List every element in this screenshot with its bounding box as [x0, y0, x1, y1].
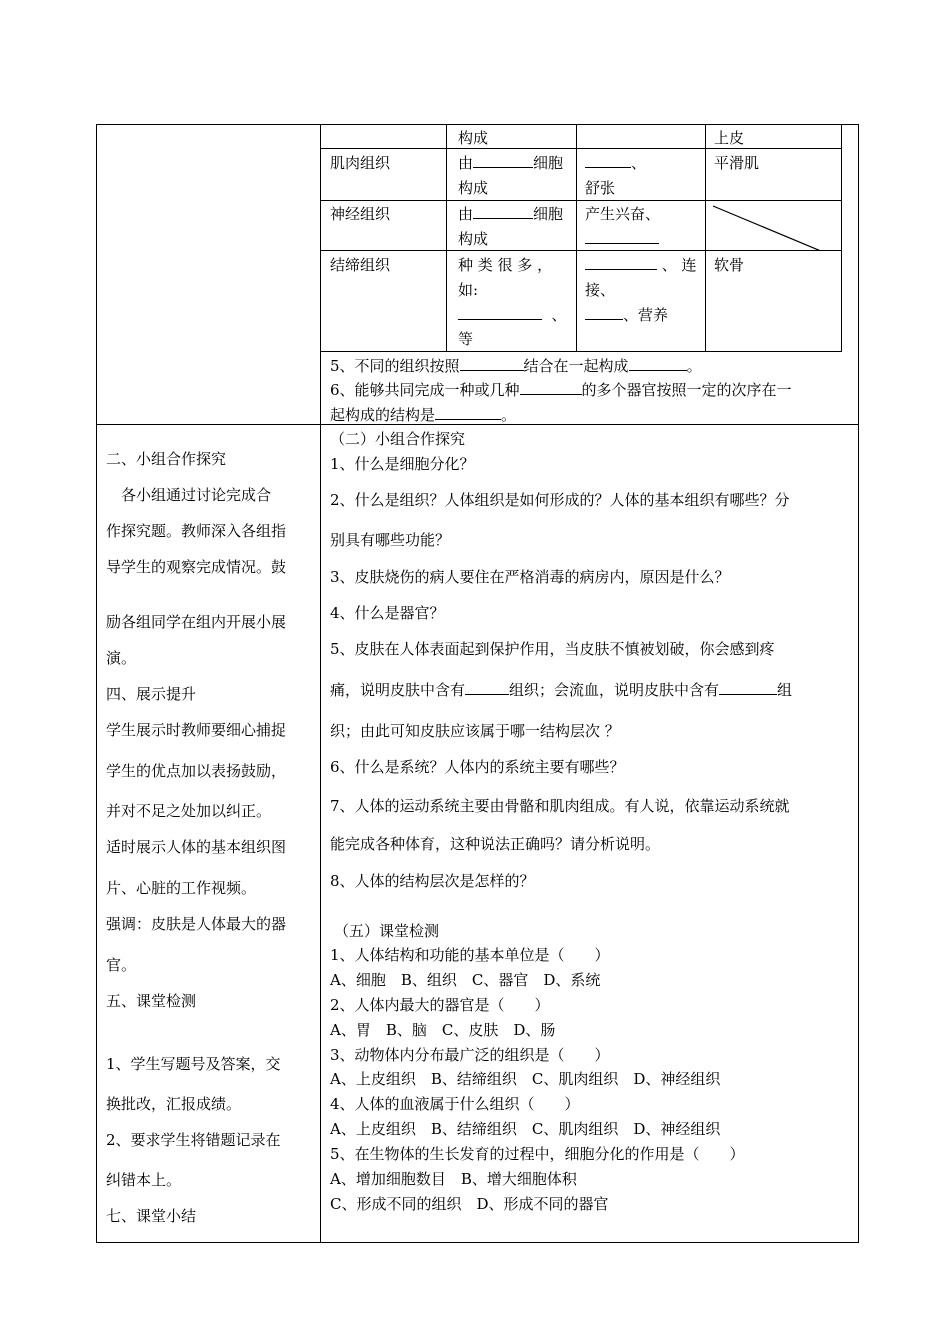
explore-question: 4、什么是器官？ — [330, 604, 445, 622]
left-text: 官。 — [106, 956, 137, 974]
connective-structure-d: 等 — [458, 330, 474, 348]
explore-question: 能完成各种体育，这种说法正确吗？请分析说明。 — [330, 835, 661, 853]
left-text: 演。 — [106, 649, 137, 667]
left-text: 学生的优点加以表扬鼓励， — [106, 762, 287, 780]
explore-question: 7、人体的运动系统主要由骨骼和肌肉组成。有人说，依靠运动系统就 — [330, 797, 790, 815]
left-text: 纠错本上。 — [106, 1171, 182, 1189]
muscle-function-end: 舒张 — [585, 179, 616, 197]
quiz-question: 2、人体内最大的器官是（ ） — [330, 996, 550, 1014]
quiz-question: 4、人体的血液属于什么组织（ ） — [330, 1095, 580, 1113]
explore-question: 3、皮肤烧伤的病人要住在严格消毒的病房内，原因是什么？ — [330, 568, 730, 586]
muscle-example: 平滑肌 — [714, 154, 760, 172]
quiz-options: A、上皮组织 B、结缔组织 C、肌肉组织 D、神经组织 — [330, 1120, 721, 1138]
muscle-function-blank[interactable] — [585, 153, 631, 168]
quiz-heading: （五）课堂检测 — [334, 922, 440, 940]
connective-example: 软骨 — [714, 256, 745, 274]
explore-question: 织；由此可知皮肤应该属于哪一结构层次 ？ — [330, 722, 620, 740]
nerve-structure-end: 构成 — [458, 230, 489, 248]
quiz-options: A、细胞 B、组织 C、器官 D、系统 — [330, 971, 601, 989]
muscle-tissue-name: 肌肉组织 — [330, 154, 391, 172]
explore-question: 8、人体的结构层次是怎样的？ — [330, 872, 535, 890]
fill-6-blank-1[interactable] — [520, 380, 582, 395]
left-text: 片、心脏的工作视频。 — [106, 879, 257, 897]
connective-structure-line: 、 — [458, 305, 567, 325]
left-text: 作探究题。教师深入各组指 — [106, 522, 287, 540]
explore-question: 2、什么是组织？人体组织是如何形成的？人体的基本组织有哪些？分 — [330, 491, 790, 509]
connective-function-line: 、 连 — [585, 255, 697, 275]
connective-function-blank2[interactable] — [585, 305, 623, 320]
explore-question: 6、什么是系统？人体内的系统主要有哪些？ — [330, 758, 625, 776]
fill-item-6: 6、能够共同完成一种或几种 的多个器官按照一定的次序在一 — [330, 381, 792, 399]
explore-question: 5、皮肤在人体表面起到保护作用，当皮肤不慎被划破，你会感到疼 — [330, 640, 775, 658]
explore-question: 1、什么是细胞分化？ — [330, 455, 475, 473]
left-heading-check: 五、课堂检测 — [106, 992, 197, 1010]
left-text: 适时展示人体的基本组织图 — [106, 838, 287, 856]
connective-function-line2: 、营养 — [585, 305, 668, 325]
fill-5-blank-2[interactable] — [629, 356, 687, 371]
muscle-structure-end: 构成 — [458, 179, 489, 197]
fill-item-6-cont: 起构成的结构是 。 — [330, 406, 517, 424]
quiz-options: A、上皮组织 B、结缔组织 C、肌肉组织 D、神经组织 — [330, 1070, 721, 1088]
row0-example: 上皮 — [714, 129, 745, 147]
connective-function-b: 接、 — [585, 281, 616, 299]
left-text: 各小组通过讨论完成合 — [106, 486, 272, 504]
left-text: 换批改，汇报成绩。 — [106, 1095, 242, 1113]
quiz-options: A、胃 B、脑 C、皮肤 D、肠 — [330, 1021, 556, 1039]
fill-6-blank-2[interactable] — [435, 405, 501, 420]
left-text: 并对不足之处加以纠正。 — [106, 802, 272, 820]
row0-structure: 构成 — [458, 129, 489, 147]
explore-question: 别具有哪些功能？ — [330, 531, 451, 549]
quiz-options: C、形成不同的组织 D、形成不同的器官 — [330, 1195, 609, 1213]
left-text: 学生展示时教师要细心捕捉 — [106, 721, 287, 739]
left-text: 强调：皮肤是人体最大的器 — [106, 915, 287, 933]
left-heading-show: 四、展示提升 — [106, 685, 197, 703]
connective-structure-a: 种 类 很 多 ， — [458, 256, 553, 274]
connective-structure-b: 如: — [458, 281, 479, 299]
quiz-question: 3、动物体内分布最广泛的组织是（ ） — [330, 1046, 610, 1064]
nerve-cell-blank[interactable] — [473, 204, 533, 219]
left-text: 励各组同学在组内开展小展 — [106, 613, 287, 631]
left-heading-summary: 七、课堂小结 — [106, 1207, 197, 1225]
nerve-structure-line: 由 细胞 — [458, 205, 564, 223]
left-text: 导学生的观察完成情况。鼓 — [106, 558, 287, 576]
connective-example-blank[interactable] — [458, 305, 542, 320]
fill-item-5: 5、不同的组织按照 结合在一起构成 。 — [330, 357, 702, 375]
muscle-structure-line: 由 细胞 — [458, 154, 564, 172]
left-heading-explore: 二、小组合作探究 — [106, 450, 227, 468]
quiz-question: 5、在生物体的生长发育的过程中，细胞分化的作用是（ ） — [330, 1145, 745, 1163]
explore-question: 痛，说明皮肤中含有 组织；会流血，说明皮肤中含有 组 — [330, 681, 793, 699]
left-text: 2、要求学生将错题记录在 — [106, 1131, 281, 1149]
diagonal-slash — [705, 200, 842, 251]
skin-tissue-blank-1[interactable] — [465, 680, 509, 695]
explore-heading: （二）小组合作探究 — [330, 430, 466, 448]
connective-function-blank[interactable] — [585, 255, 657, 270]
nerve-tissue-name: 神经组织 — [330, 205, 391, 223]
nerve-function-blank[interactable] — [585, 229, 659, 244]
muscle-cell-blank[interactable] — [473, 153, 533, 168]
skin-tissue-blank-2[interactable] — [719, 680, 777, 695]
quiz-options: A、增加细胞数目 B、增大细胞体积 — [330, 1170, 577, 1188]
connective-tissue-name: 结缔组织 — [330, 256, 391, 274]
tissue-table — [320, 124, 842, 352]
fill-5-blank-1[interactable] — [460, 356, 524, 371]
quiz-question: 1、人体结构和功能的基本单位是（ ） — [330, 946, 610, 964]
nerve-function-blank-line — [585, 229, 659, 249]
muscle-function-line: 、 — [585, 153, 646, 173]
nerve-function-line: 产生兴奋、 — [585, 205, 661, 223]
left-text: 1、学生写题号及答案，交 — [106, 1055, 281, 1073]
